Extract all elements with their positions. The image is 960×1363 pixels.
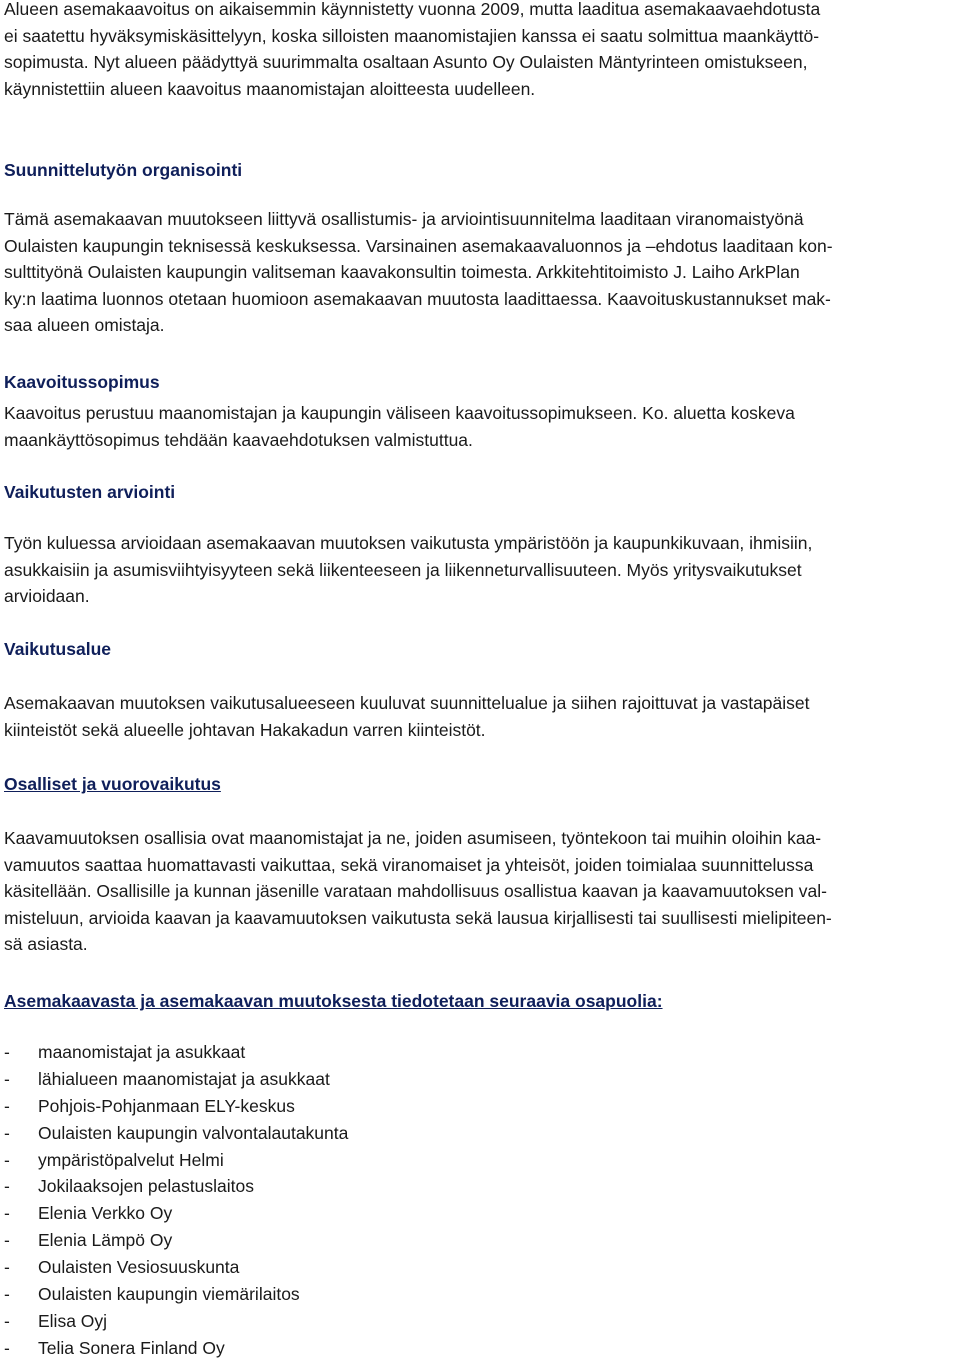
paragraph-osalliset: Kaavamuutoksen osallisia ovat maanomistajat ja ne, joiden asumiseen, työntekoon tai muihin oloihin kaa- vamuutos saattaa huomattavasti vaikuttaa, sekä viranomaiset ja yhteisöt, joiden toimialaa suunnittelussa käsitellään. Osallisille ja kunnan jäsenille varataan mahdollisuus osallistua kaavan ja kaavamuutoksen val- misteluun, arvioida kaavan ja kaavamuutoksen vaikutusta sekä lausua kirjallisesti tai suullisesti mielipiteen- sä asiasta. — [4, 828, 832, 954]
list-marker: - — [4, 1310, 10, 1331]
list-item-text: Pohjois-Pohjanmaan ELY-keskus — [38, 1095, 295, 1116]
list-marker: - — [4, 1068, 10, 1089]
heading-osalliset: Osalliset ja vuorovaikutus — [4, 774, 221, 794]
list-item — [4, 1254, 348, 1281]
list-item-text: Elisa Oyj — [38, 1310, 108, 1331]
list-marker: - — [4, 1095, 10, 1116]
list-item — [4, 1120, 348, 1147]
list-item-text: Elenia Verkko Oy — [38, 1203, 173, 1224]
list-marker: - — [4, 1122, 10, 1143]
list-item — [4, 1227, 348, 1254]
list-item — [4, 1308, 348, 1335]
paragraph-vaikutusten-arviointi: Työn kuluessa arvioidaan asemakaavan muutoksen vaikutusta ympäristöön ja kaupunkikuvaan, ihmisiin, asukkaisiin ja asumisviihtyisyyteen sekä liikenteeseen ja liikenneturvallisuuteen. Myös yritysvaikutukset arvioidaan. — [4, 533, 813, 606]
list-item-text: lähialueen maanomistajat ja asukkaat — [38, 1068, 330, 1089]
list-item — [4, 1200, 348, 1227]
list-item — [4, 1093, 348, 1120]
heading-vaikutusalue: Vaikutusalue — [4, 639, 111, 659]
list-item-text: Elenia Lämpö Oy — [38, 1230, 173, 1251]
list-item-text: Oulaisten Vesiosuuskunta — [38, 1257, 240, 1278]
list-item — [4, 1173, 348, 1200]
party-list — [4, 1039, 348, 1362]
heading-vaikutusten-arviointi: Vaikutusten arviointi — [4, 482, 176, 502]
heading-kaavoitussopimus: Kaavoitussopimus — [4, 372, 160, 392]
list-item-text: Jokilaaksojen pelastuslaitos — [38, 1176, 254, 1197]
list-item — [4, 1335, 348, 1362]
list-marker: - — [4, 1176, 10, 1197]
list-item — [4, 1281, 348, 1308]
list-item — [4, 1066, 348, 1093]
paragraph-organisointi: Tämä asemakaavan muutokseen liittyvä osallistumis- ja arviointisuunnitelma laaditaan viranomaistyönä Oulaisten kaupungin teknisessä keskuksessa. Varsinainen asemakaavaluonnos ja –ehdotus laaditaan kon- sulttityönä Oulaisten kaupungin valitseman kaavakonsultin toimesta. Arkkitehtitoimisto J. Laiho ArkPlan ky:n laatima luonnos otetaan huomioon asemakaavan muutosta laadittaessa. Kaavoituskustannukset mak- saa alueen omistaja. — [4, 209, 833, 335]
list-marker: - — [4, 1203, 10, 1224]
list-marker: - — [4, 1337, 10, 1358]
list-marker: - — [4, 1230, 10, 1251]
intro-paragraph: Alueen asemakaavoitus on aikaisemmin käynnistetty vuonna 2009, mutta laaditua asemakaavaehdotusta ei saatettu hyväksymiskäsittelyyn, koska silloisten maanomistajien kanssa ei saatu solmittua maankäyttö- sopimusta. Nyt alueen päädyttyä suurimmalta osaltaan Asunto Oy Oulaisten Mäntyrinteen omistukseen, käynnistettiin alueen kaavoitus maanomistajan aloitteesta uudelleen. — [4, 0, 821, 99]
paragraph-vaikutusalue: Asemakaavan muutoksen vaikutusalueeseen kuuluvat suunnittelualue ja siihen rajoittuvat ja vastapäiset kiinteistöt sekä alueelle johtavan Hakakadun varren kiinteistöt. — [4, 693, 810, 740]
list-item-text: ympäristöpalvelut Helmi — [38, 1149, 224, 1170]
list-marker: - — [4, 1284, 10, 1305]
list-item — [4, 1039, 348, 1066]
list-item-text: Oulaisten kaupungin valvontalautakunta — [38, 1122, 349, 1143]
list-item-text: maanomistajat ja asukkaat — [38, 1042, 246, 1062]
list-marker: - — [4, 1257, 10, 1278]
heading-organisointi: Suunnittelutyön organisointi — [4, 160, 243, 180]
list-marker: - — [4, 1042, 10, 1062]
paragraph-kaavoitussopimus: Kaavoitus perustuu maanomistajan ja kaupungin väliseen kaavoitussopimukseen. Ko. aluetta koskeva maankäyttösopimus tehdään kaavaehdotuksen valmistuttua. — [4, 403, 795, 450]
list-item-text: Oulaisten kaupungin viemärilaitos — [38, 1284, 300, 1305]
heading-tiedotus: Asemakaavasta ja asemakaavan muutoksesta tiedotetaan seuraavia osapuolia: — [4, 991, 663, 1011]
list-item-text: Telia Sonera Finland Oy — [38, 1337, 225, 1358]
list-marker: - — [4, 1149, 10, 1170]
list-item — [4, 1147, 348, 1174]
